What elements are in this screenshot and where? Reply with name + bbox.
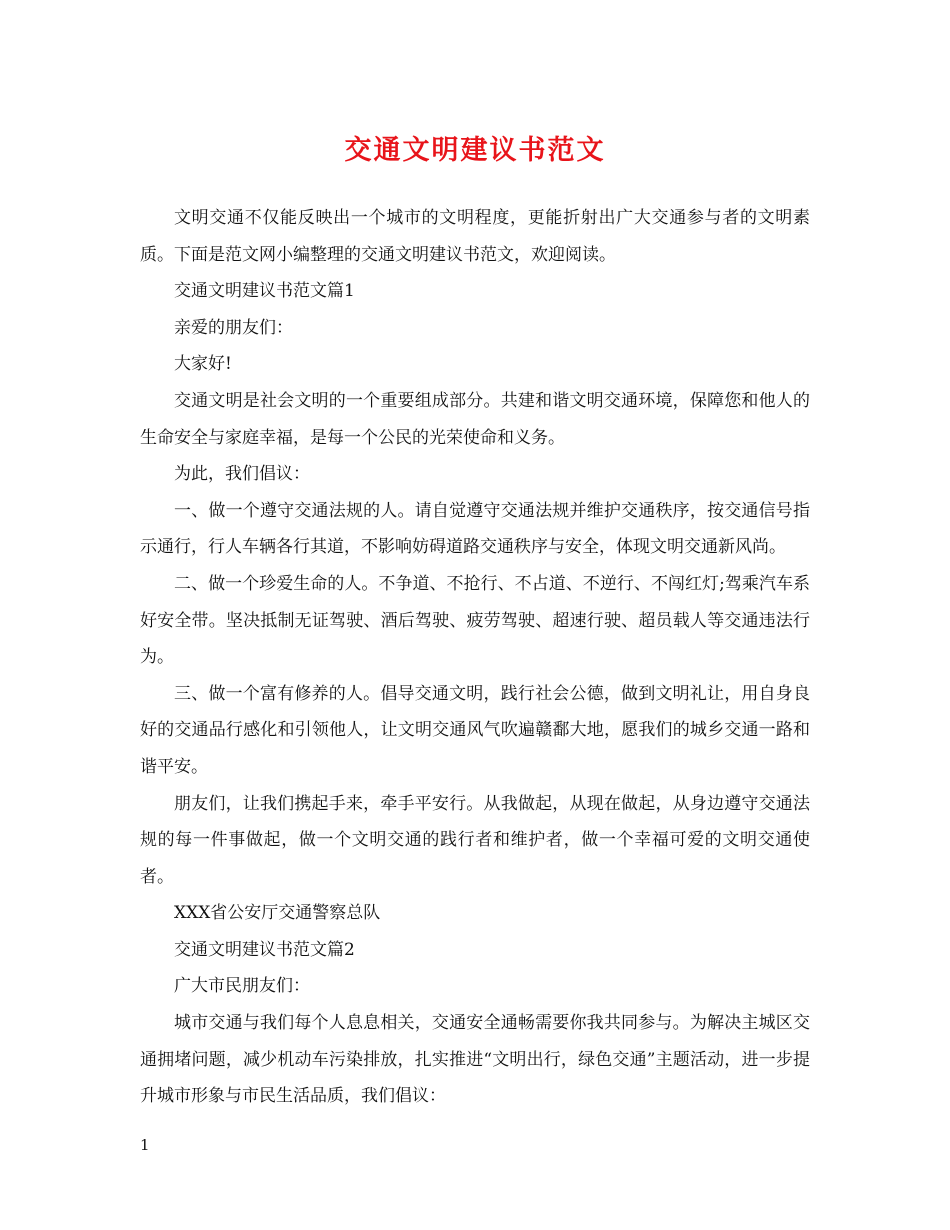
paragraph: 文明交通不仅能反映出一个城市的文明程度，更能折射出广大交通参与者的文明素质。下面是范文网小编整理的交通文明建议书范文，欢迎阅读。 [140,208,810,265]
paragraph: 大家好! [174,354,232,375]
document-body [140,200,810,1115]
page-number: 1 [140,1136,150,1154]
paragraph: 交通文明是社会文明的一个重要组成部分。共建和谐文明交通环境，保障您和他人的生命安全与家庭幸福，是每一个公民的光荣使命和义务。 [140,390,810,448]
page-title: 交通文明建议书范文 [344,135,606,166]
signature-line: XXX省公安厅交通警察总队 [174,903,381,924]
paragraph: 亲爱的朋友们： [174,317,293,338]
paragraph: 交通文明建议书范文篇1 [174,281,355,302]
paragraph: 为此，我们倡议： [174,464,310,485]
paragraph: 城市交通与我们每个人息息相关，交通安全通畅需要你我共同参与。为解决主城区交通拥堵问题，减少机动车污染排放，扎实推进“文明出行，绿色交通”主题活动，进一步提升城市形象与市民生活品质，我们倡议： [140,1013,810,1107]
paragraph: 交通文明建议书范文篇2 [174,939,355,960]
paragraph: 一、做一个遵守交通法规的人。请自觉遵守交通法规并维护交通秩序，按交通信号指示通行，行人车辆各行其道，不影响妨碍道路交通秩序与安全，体现文明交通新风尚。 [140,500,810,558]
paragraph: 二、做一个珍爱生命的人。不争道、不抢行、不占道、不逆行、不闯红灯;驾乘汽车系好安全带。坚决抵制无证驾驶、酒后驾驶、疲劳驾驶、超速行驶、超员载人等交通违法行为。 [140,573,810,668]
paragraph: 朋友们，让我们携起手来，牵手平安行。从我做起，从现在做起，从身边遵守交通法规的每一件事做起，做一个文明交通的践行者和维护者，做一个幸福可爱的文明交通使者。 [140,793,810,887]
paragraph: 广大市民朋友们： [174,976,310,997]
paragraph: 三、做一个富有修养的人。倡导交通文明，践行社会公德，做到文明礼让，用自身良好的交通品行感化和引领他人，让文明交通风气吹遍赣鄱大地，愿我们的城乡交通一路和谐平安。 [140,683,810,777]
